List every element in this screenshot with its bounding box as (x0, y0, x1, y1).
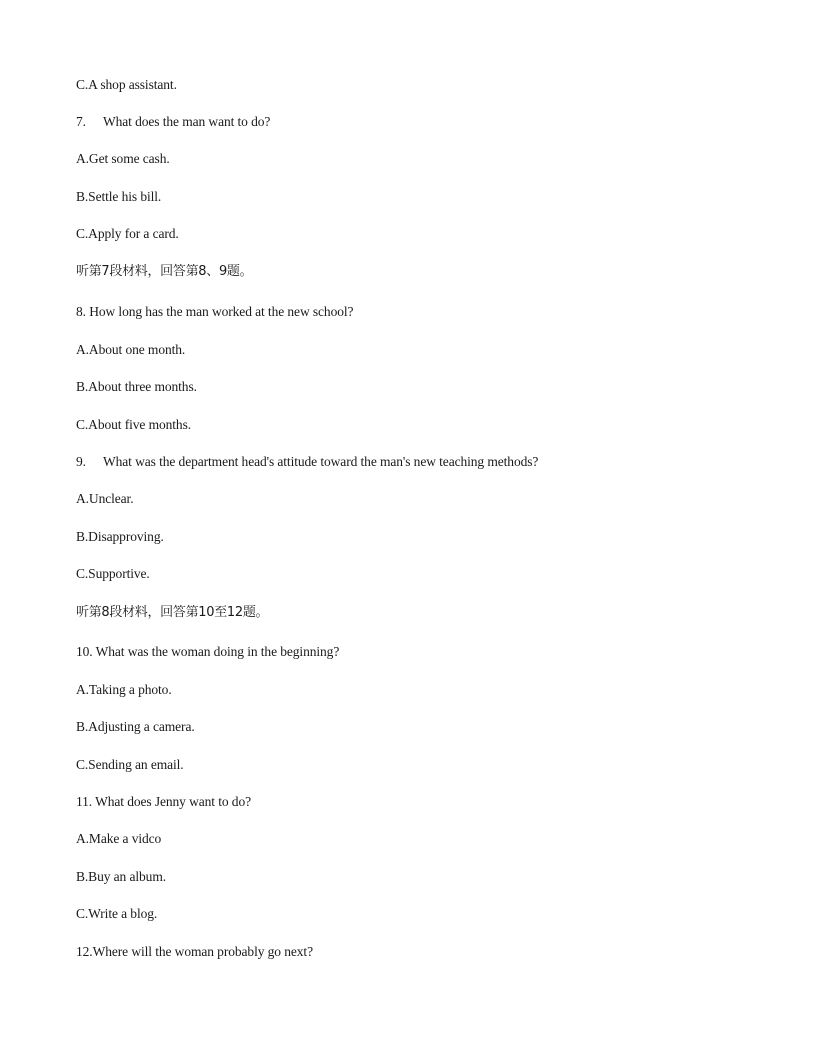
option-7b: B.Settle his bill. (76, 189, 162, 204)
option-8c: C.About five months. (76, 417, 191, 432)
section-instruction-7: 听第7段材料，回答第8、9题。 (76, 264, 253, 279)
question-9: 9. What was the department head's attitude toward the man's new teaching methods? (76, 454, 539, 469)
option-9c: C.Supportive. (76, 566, 150, 581)
option-7c: C.Apply for a card. (76, 226, 179, 241)
question-number: 7. (76, 114, 86, 129)
option-6c: C.A shop assistant. (76, 77, 177, 92)
option-11b: B.Buy an album. (76, 869, 166, 884)
question-12: 12.Where will the woman probably go next? (76, 944, 313, 959)
option-11c: C.Write a blog. (76, 906, 158, 921)
section-instruction-8: 听第8段材料，回答第10至12题。 (76, 605, 269, 620)
option-11a: A.Make a vidco (76, 831, 162, 846)
question-7: 7. What does the man want to do? (76, 114, 271, 129)
option-8b: B.About three months. (76, 379, 197, 394)
option-9b: B.Disapproving. (76, 529, 164, 544)
option-9a: A.Unclear. (76, 491, 134, 506)
option-10c: C.Sending an email. (76, 757, 184, 772)
question-number: 9. (76, 454, 86, 469)
option-7a: A.Get some cash. (76, 151, 170, 166)
question-11: 11. What does Jenny want to do? (76, 794, 251, 809)
option-10a: A.Taking a photo. (76, 682, 172, 697)
option-8a: A.About one month. (76, 342, 186, 357)
question-10: 10. What was the woman doing in the beginning? (76, 644, 340, 659)
option-10b: B.Adjusting a camera. (76, 719, 195, 734)
question-8: 8. How long has the man worked at the new school? (76, 304, 354, 319)
